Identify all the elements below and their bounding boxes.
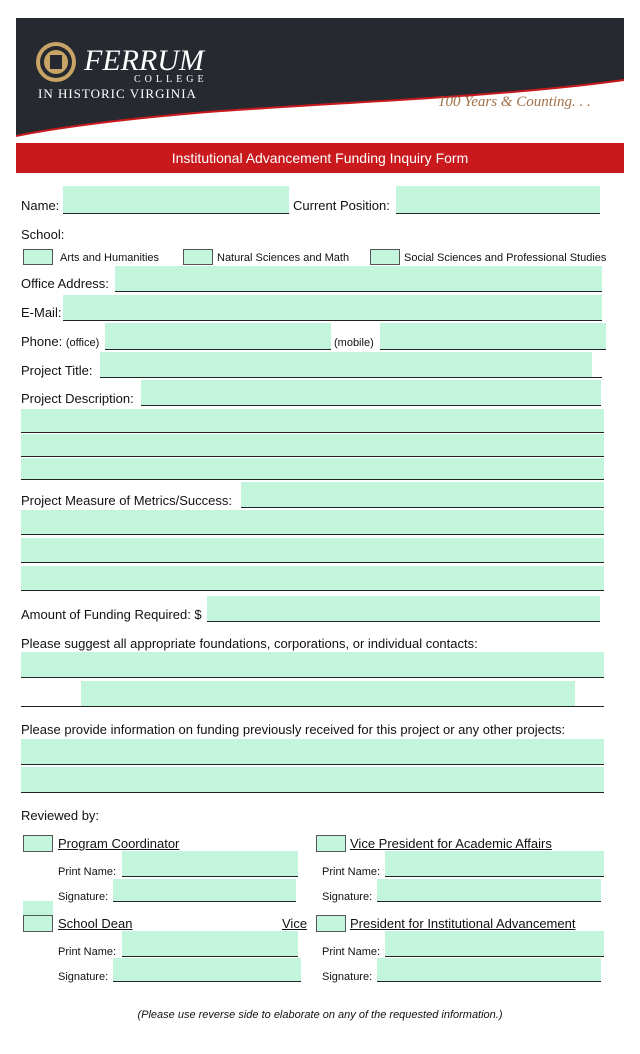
- program-coordinator-checkbox[interactable]: [23, 835, 53, 852]
- dean-signature-underline: [113, 981, 301, 982]
- college-seal-icon: [36, 42, 76, 82]
- metrics-underline-3: [21, 562, 604, 563]
- phone-mobile-underline: [380, 349, 606, 350]
- school-social-label: Social Sciences and Professional Studies: [404, 252, 607, 264]
- school-arts-checkbox[interactable]: [23, 249, 53, 265]
- logo-tagline-text: IN HISTORIC VIRGINIA: [38, 86, 197, 101]
- previous-underline-2: [21, 792, 604, 793]
- vpa-print-name-label: Print Name:: [322, 866, 381, 878]
- school-dean-checkbox[interactable]: [23, 915, 53, 932]
- previous-underline-1: [21, 764, 604, 765]
- description-underline-2: [21, 432, 604, 433]
- slogan-text: 100 Years & Counting. . .: [438, 94, 591, 110]
- pc-signature-field[interactable]: [113, 879, 296, 902]
- metrics-underline-2: [21, 534, 604, 535]
- project-description-underline: [141, 405, 601, 406]
- dean-print-name-underline: [122, 956, 298, 957]
- position-label: Current Position:: [293, 198, 390, 213]
- project-description-field[interactable]: [141, 380, 601, 406]
- previous-funding-field-2[interactable]: [21, 767, 604, 793]
- form-title-banner: Institutional Advancement Funding Inquiry Form: [16, 143, 624, 173]
- dean-print-name-label: Print Name:: [58, 946, 117, 958]
- email-field[interactable]: [63, 295, 602, 321]
- phone-mobile-field[interactable]: [380, 323, 606, 350]
- reviewed-by-label: Reviewed by:: [21, 808, 100, 823]
- phone-office-field[interactable]: [105, 323, 331, 350]
- funding-label: Amount of Funding Required: $: [21, 607, 202, 622]
- metrics-line-3[interactable]: [21, 538, 604, 563]
- previous-funding-label: Please provide information on funding previously received for this project or any other projects:: [21, 722, 566, 737]
- metrics-label: Project Measure of Metrics/Success:: [21, 493, 232, 508]
- funding-underline: [207, 621, 600, 622]
- footer-note: (Please use reverse side to elaborate on any of the requested information.): [137, 1009, 503, 1021]
- contacts-field-1[interactable]: [21, 652, 604, 678]
- logo-ferrum-text: FERRUM: [84, 44, 204, 77]
- dean-print-name-field[interactable]: [122, 931, 298, 957]
- name-field[interactable]: [63, 186, 289, 214]
- president-advancement-label: President for Institutional Advancement: [350, 916, 576, 931]
- pc-signature-label: Signature:: [58, 891, 109, 903]
- phone-label: Phone: (office): [21, 334, 100, 349]
- vice-word-label: Vice: [282, 916, 308, 931]
- contacts-label: Please suggest all appropriate foundations, corporations, or individual contacts:: [21, 636, 478, 651]
- name-underline: [63, 213, 289, 214]
- school-social-checkbox[interactable]: [370, 249, 400, 265]
- school-dean-label: School Dean: [58, 916, 133, 931]
- previous-funding-field-1[interactable]: [21, 739, 604, 765]
- pc-signature-underline: [113, 901, 296, 902]
- vpa-print-name-underline: [385, 876, 604, 877]
- logo-college-text: COLLEGE: [134, 74, 208, 85]
- project-title-underline: [100, 377, 602, 378]
- email-underline: [63, 320, 602, 321]
- pia-print-name-underline: [385, 956, 604, 957]
- dean-signature-label: Signature:: [58, 971, 109, 983]
- office-address-underline: [115, 291, 602, 292]
- school-science-checkbox[interactable]: [183, 249, 213, 265]
- office-address-field[interactable]: [115, 266, 602, 292]
- dean-signature-field[interactable]: [113, 958, 301, 982]
- project-description-line-4[interactable]: [21, 458, 604, 480]
- school-arts-label: Arts and Humanities: [60, 252, 160, 264]
- metrics-line-2[interactable]: [21, 510, 604, 535]
- vpa-signature-label: Signature:: [322, 891, 373, 903]
- email-label: E-Mail:: [21, 305, 62, 320]
- funding-field[interactable]: [207, 596, 600, 622]
- project-description-line-3[interactable]: [21, 434, 604, 457]
- header: [16, 18, 624, 138]
- pc-print-name-underline: [122, 876, 298, 877]
- pia-signature-field[interactable]: [377, 958, 601, 982]
- project-description-line-2[interactable]: [21, 409, 604, 433]
- program-coordinator-label: Program Coordinator: [58, 836, 180, 851]
- office-address-label: Office Address:: [21, 276, 109, 291]
- dean-extra-field[interactable]: [23, 901, 53, 916]
- pia-signature-underline: [377, 981, 601, 982]
- project-title-label: Project Title:: [21, 363, 93, 378]
- school-science-label: Natural Sciences and Math: [217, 252, 350, 264]
- position-field[interactable]: [396, 186, 600, 214]
- pc-print-name-label: Print Name:: [58, 866, 117, 878]
- contacts-field-2[interactable]: [81, 681, 575, 707]
- header-graphic: [16, 18, 624, 138]
- position-underline: [396, 213, 600, 214]
- vp-academic-label: Vice President for Academic Affairs: [350, 836, 552, 851]
- contacts-underline-2: [21, 706, 604, 707]
- vpa-signature-field[interactable]: [377, 879, 601, 902]
- metrics-underline: [241, 507, 604, 508]
- vp-academic-checkbox[interactable]: [316, 835, 346, 852]
- vpa-print-name-field[interactable]: [385, 851, 604, 877]
- description-underline-4: [21, 479, 604, 480]
- metrics-field[interactable]: [241, 482, 604, 508]
- school-label: School:: [21, 227, 65, 242]
- pia-signature-label: Signature:: [322, 971, 373, 983]
- phone-office-underline: [105, 349, 331, 350]
- president-advancement-checkbox[interactable]: [316, 915, 346, 932]
- project-title-field[interactable]: [100, 352, 592, 378]
- metrics-line-4[interactable]: [21, 566, 604, 591]
- contacts-underline-1: [21, 677, 604, 678]
- pc-print-name-field[interactable]: [122, 851, 298, 877]
- name-label: Name:: [21, 198, 60, 213]
- vpa-signature-underline: [377, 901, 601, 902]
- description-underline-3: [21, 456, 604, 457]
- pia-print-name-label: Print Name:: [322, 946, 381, 958]
- pia-print-name-field[interactable]: [385, 931, 604, 957]
- phone-mobile-label: (mobile): [334, 337, 374, 349]
- project-description-label: Project Description:: [21, 391, 134, 406]
- metrics-underline-4: [21, 590, 604, 591]
